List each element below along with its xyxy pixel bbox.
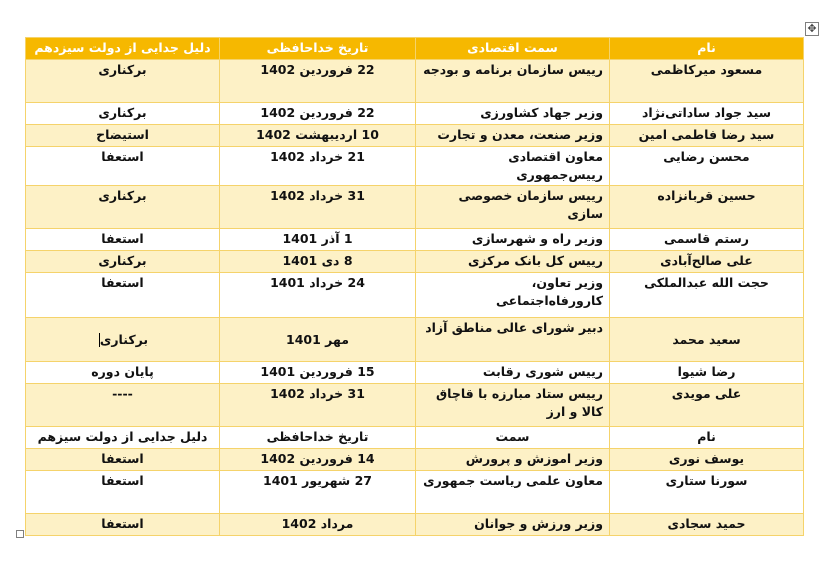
cell-reason: برکناری <box>26 60 220 103</box>
table-row <box>26 273 804 318</box>
cell-reason: برکناری <box>26 251 220 273</box>
cell-role: وزیر صنعت، معدن و تجارت <box>416 125 610 147</box>
cell-date: 22 فروردین 1402 <box>220 60 416 103</box>
cell-reason[interactable] <box>26 318 220 362</box>
cell-name: سید جواد ساداتی‌نژاد <box>610 103 804 125</box>
cell-name: سورنا ستاری <box>610 471 804 514</box>
cell-reason: استعفا <box>26 449 220 471</box>
subheader-role: سمت <box>416 427 610 449</box>
header-name: نام <box>610 38 804 60</box>
header-role: سمت اقتصادی <box>416 38 610 60</box>
cell-reason: استعفا <box>26 229 220 251</box>
cell-reason: استعفا <box>26 147 220 186</box>
cell-date: 31 خرداد 1402 <box>220 186 416 229</box>
cell-role: رییس شوری رقابت <box>416 362 610 384</box>
table-row <box>26 251 804 273</box>
cell-role: رییس سازمان برنامه و بودجه <box>416 60 610 103</box>
table-row <box>26 514 804 536</box>
cell-role: رییس کل بانک مرکزی <box>416 251 610 273</box>
cell-name: حجت الله عبدالملکی <box>610 273 804 318</box>
cell-role: رییس ستاد مبارزه با قاچاق کالا و ارز <box>416 384 610 427</box>
table-move-handle[interactable]: ✥ <box>805 22 819 36</box>
cell-date: 24 خرداد 1401 <box>220 273 416 318</box>
cell-reason: استعفا <box>26 273 220 318</box>
cell-name: سید رضا فاطمی امین <box>610 125 804 147</box>
table-row <box>26 125 804 147</box>
cell-role: وزیر ورزش و جوانان <box>416 514 610 536</box>
cell-date: 8 دی 1401 <box>220 251 416 273</box>
table-resize-handle[interactable] <box>16 530 24 538</box>
cell-date: 22 فروردین 1402 <box>220 103 416 125</box>
cell-date: 14 فروردین 1402 <box>220 449 416 471</box>
cell-role: وزیر تعاون، کارورفاه‌اجتماعی <box>416 273 610 318</box>
cell-reason: استعفا <box>26 514 220 536</box>
cell-date: 1 آذر 1401 <box>220 229 416 251</box>
cell-reason: استعفا <box>26 471 220 514</box>
cell-role: رییس سازمان خصوصی سازی <box>416 186 610 229</box>
cell-role: معاون اقتصادی رییس‌جمهوری <box>416 147 610 186</box>
cell-reason: پایان دوره <box>26 362 220 384</box>
cell-date: مرداد 1402 <box>220 514 416 536</box>
table-header-row <box>26 38 804 60</box>
table-row <box>26 229 804 251</box>
subheader-reason: دلیل جدایی از دولت سیزهم <box>26 427 220 449</box>
cell-date: مهر 1401 <box>220 318 416 362</box>
cell-role: وزیر اموزش و پرورش <box>416 449 610 471</box>
cell-role: معاون علمی ریاست جمهوری <box>416 471 610 514</box>
cell-date: 21 خرداد 1402 <box>220 147 416 186</box>
subheader-name: نام <box>610 427 804 449</box>
cell-role: وزیر جهاد کشاورزی <box>416 103 610 125</box>
resignations-table <box>25 37 804 536</box>
header-date: تاریخ خداحافظی <box>220 38 416 60</box>
table-row <box>26 471 804 514</box>
table-row <box>26 384 804 427</box>
cell-name: رستم قاسمی <box>610 229 804 251</box>
cell-name: حسین قربانزاده <box>610 186 804 229</box>
table-row <box>26 147 804 186</box>
cell-reason-text: برکناری <box>99 331 149 347</box>
cell-reason: برکناری <box>26 103 220 125</box>
table-row <box>26 318 804 362</box>
header-reason: دلیل جدایی از دولت سیزدهم <box>26 38 220 60</box>
cell-date: 10 اردیبهشت 1402 <box>220 125 416 147</box>
cell-name: علی مویدی <box>610 384 804 427</box>
table-row <box>26 103 804 125</box>
cell-name: مسعود میرکاظمی <box>610 60 804 103</box>
cell-name: علی صالح‌آبادی <box>610 251 804 273</box>
cell-date: 27 شهریور 1401 <box>220 471 416 514</box>
cell-role: دبیر شورای عالی مناطق آزاد <box>416 318 610 362</box>
cell-name: رضا شیوا <box>610 362 804 384</box>
table-row <box>26 60 804 103</box>
table-row <box>26 449 804 471</box>
cell-name: یوسف نوری <box>610 449 804 471</box>
cell-name: محسن رضایی <box>610 147 804 186</box>
table-subheader-row <box>26 427 804 449</box>
cell-date: 31 خرداد 1402 <box>220 384 416 427</box>
cell-name: سعید محمد <box>610 318 804 362</box>
cell-reason: ---- <box>26 384 220 427</box>
subheader-date: تاریخ خداحافظی <box>220 427 416 449</box>
cell-reason: استیضاح <box>26 125 220 147</box>
cell-role: وزیر راه و شهرسازی <box>416 229 610 251</box>
cell-date: 15 فروردین 1401 <box>220 362 416 384</box>
cell-reason: برکناری <box>26 186 220 229</box>
table-row <box>26 186 804 229</box>
table-row <box>26 362 804 384</box>
cell-name: حمید سجادی <box>610 514 804 536</box>
